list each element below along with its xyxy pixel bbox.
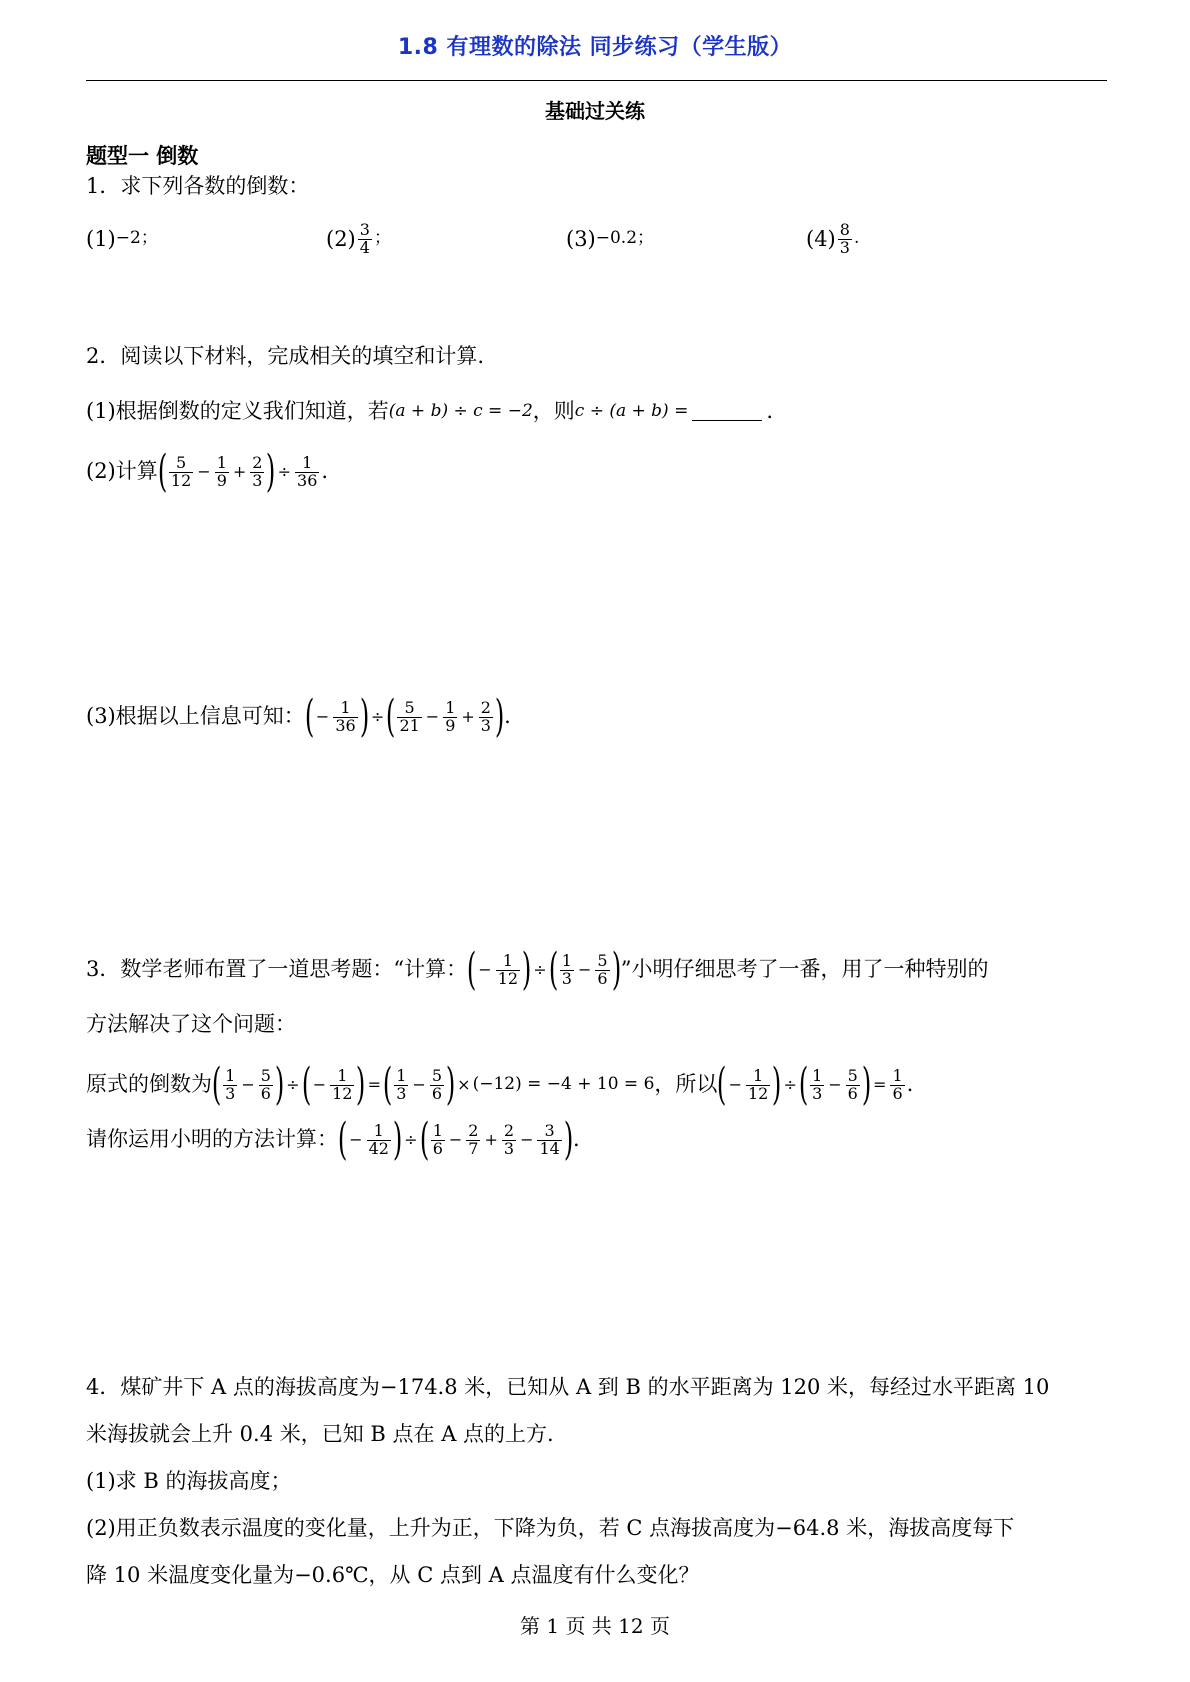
q1-part-3: (3) −0.2 ； xyxy=(566,226,655,251)
q3-solution: 原式的倒数为 ( $\frac{1}{3}$ − $\frac{5}{6}$ ) ÷ ( − $\frac{1}{12}$ ) = ( $\frac{1}{3}$ − $\frac{5}{6}$ ) × (−12) = −4 + 10 = 6 ，所以 ( − $\frac{1}{12}$ ) ÷ ( $\frac{1}{3}$ − $\frac{5}{6}$ ) = $\frac{1}{6}$ . xyxy=(86,1059,914,1110)
fraction: $\frac{1}{36}$ xyxy=(335,697,356,735)
fraction: $\frac{1}{9}$ xyxy=(216,452,227,490)
fraction: $\frac{1}{12}$ xyxy=(497,950,519,988)
fraction: $\frac{1}{3}$ xyxy=(225,1065,236,1103)
q2-part-2: (2)计算 ( $\frac{5}{12}$ − $\frac{1}{9}$ + $\frac{2}{3}$ ) ÷ $\frac{1}{36}$ . xyxy=(86,446,329,497)
q3-stem: 3．数学老师布置了一道思考题：“计算： ( − $\frac{1}{12}$ ) ÷ ( $\frac{1}{3}$ − $\frac{5}{6}$ ) ”小明仔细思考了一番，用了一种特别的 xyxy=(86,944,989,995)
math-expression: c ÷ (a + b) = xyxy=(574,400,689,421)
section-heading: 基础过关练 xyxy=(545,99,645,123)
fraction: $\frac{3}{14}$ xyxy=(539,1120,560,1158)
q4-line-2: 米海拔就会上升 0.4 米，已知 B 点在 A 点的上方. xyxy=(86,1422,554,1446)
fraction: $\frac{5}{6}$ xyxy=(431,1065,442,1103)
fraction: $\frac{1}{3}$ xyxy=(561,950,572,988)
math-expression: (a + b) ÷ c = −2 xyxy=(388,400,533,421)
q4-line-1: 4．煤矿井下 A 点的海拔高度为−174.8 米，已知从 A 到 B 的水平距离为 120 米，每经过水平距离 10 xyxy=(86,1375,1050,1399)
fraction: $\frac{1}{36}$ xyxy=(297,452,318,490)
q1-part-2: (2) $\frac{3}{4}$ ； xyxy=(326,220,391,257)
fraction: $\frac{5}{6}$ xyxy=(597,950,608,988)
q2-part-3: (3)根据以上信息可知： ( − $\frac{1}{36}$ ) ÷ ( $\frac{5}{21}$ − $\frac{1}{9}$ + $\frac{2}{3}$ ) . xyxy=(86,691,511,742)
fraction: $\frac{8}{3}$ xyxy=(839,220,850,257)
q4-part-1: (1)求 B 的海拔高度； xyxy=(86,1469,292,1493)
fraction: $\frac{3}{4}$ xyxy=(359,220,370,257)
fraction: $\frac{1}{12}$ xyxy=(747,1065,769,1103)
fraction: $\frac{2}{3}$ xyxy=(252,452,263,490)
q4-part-2-line2: 降 10 米温度变化量为−0.6℃，从 C 点到 A 点温度有什么变化？ xyxy=(86,1563,700,1587)
header-rule xyxy=(86,80,1107,81)
fraction: $\frac{2}{7}$ xyxy=(468,1120,479,1158)
q2-part-1: (1)根据倒数的定义我们知道，若 (a + b) ÷ c = −2 ，则 c ÷ (a + b) = . xyxy=(86,399,774,423)
fraction: $\frac{5}{21}$ xyxy=(399,697,420,735)
fraction: $\frac{5}{6}$ xyxy=(847,1065,858,1103)
fraction: $\frac{1}{9}$ xyxy=(445,697,456,735)
question-type-heading: 题型一 倒数 xyxy=(86,144,199,168)
fraction: $\frac{1}{6}$ xyxy=(892,1065,903,1103)
fraction: $\frac{2}{3}$ xyxy=(503,1120,515,1158)
q3-stem-line2: 方法解决了这个问题： xyxy=(86,1012,296,1036)
fraction: $\frac{2}{3}$ xyxy=(480,697,491,735)
page-footer: 第 1 页 共 12 页 xyxy=(520,1614,670,1638)
fraction: $\frac{1}{42}$ xyxy=(368,1120,389,1158)
fraction: $\frac{1}{3}$ xyxy=(396,1065,407,1103)
q3-ask: 请你运用小明的方法计算： ( − $\frac{1}{42}$ ) ÷ ( $\frac{1}{6}$ − $\frac{2}{7}$ + $\frac{2}{3}$ − $\frac{3}{14}$ ) . xyxy=(86,1114,580,1165)
q2-stem: 2．阅读以下材料，完成相关的填空和计算. xyxy=(86,344,485,368)
fraction: $\frac{5}{6}$ xyxy=(260,1065,271,1103)
fraction: $\frac{1}{3}$ xyxy=(812,1065,823,1103)
q1-stem: 1．求下列各数的倒数： xyxy=(86,174,310,198)
fill-in-blank[interactable] xyxy=(692,402,762,421)
q1-part-4: (4) $\frac{8}{3}$ . xyxy=(806,220,860,257)
fraction: $\frac{1}{6}$ xyxy=(432,1120,443,1158)
fraction: $\frac{1}{12}$ xyxy=(332,1065,353,1103)
q1-parts xyxy=(86,222,859,257)
document-title: 1.8 有理数的除法 同步练习（学生版） xyxy=(397,35,793,60)
q4-part-2: (2)用正负数表示温度的变化量，上升为正，下降为负，若 C 点海拔高度为−64.8 米，海拔高度每下 xyxy=(86,1516,1015,1540)
fraction: $\frac{5}{12}$ xyxy=(170,452,192,490)
q1-part-1: (1) −2 ； xyxy=(86,226,158,251)
